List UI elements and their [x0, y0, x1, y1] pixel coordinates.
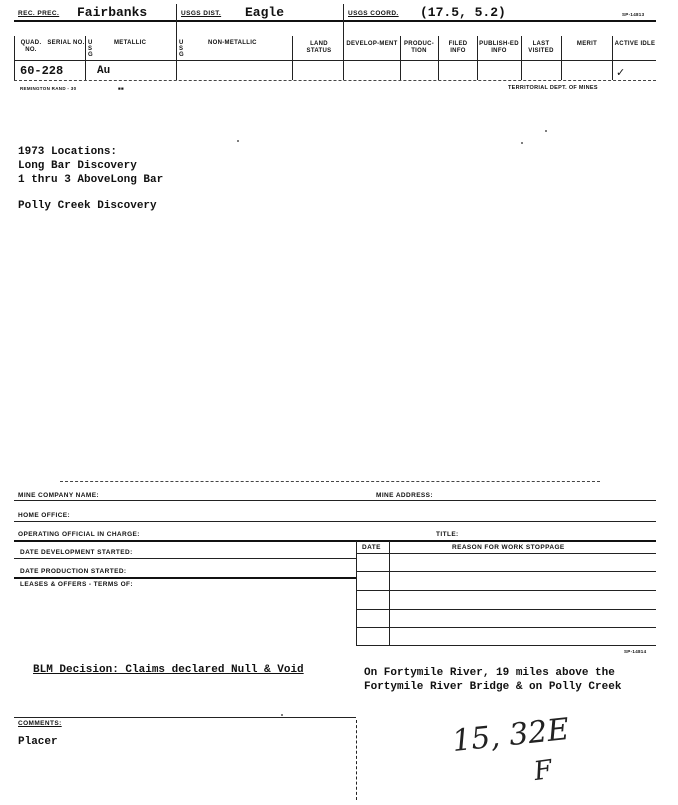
home-office-label: HOME OFFICE:	[18, 512, 71, 519]
speck	[237, 140, 239, 142]
rule-dev	[14, 558, 356, 559]
date-col-header: DATE	[362, 544, 381, 551]
handwritten-coordinate: 15, 32E	[450, 711, 571, 760]
col-serial-no: SERIAL NO.	[47, 40, 85, 46]
usgs-dist-label: USGS DIST.	[181, 10, 222, 17]
header-bottom-rule	[14, 80, 656, 81]
col-metallic: METALLIC	[114, 40, 147, 46]
rule-prod	[14, 577, 356, 579]
dev-started-label: DATE DEVELOPMENT STARTED:	[20, 549, 133, 556]
col-active-idle: ACTIVE IDLE	[614, 41, 656, 47]
prod-started-label: DATE PRODUCTION STARTED:	[20, 568, 127, 575]
active-checkmark-icon: ✓	[616, 66, 626, 79]
territorial-dept: TERRITORIAL DEPT. OF MINES	[508, 85, 598, 91]
stoppage-row-rule	[356, 571, 656, 572]
col-divider	[85, 36, 86, 80]
col-divider	[612, 36, 613, 80]
usgs-coord-label: USGS COORD.	[348, 10, 399, 17]
header-mid-rule	[14, 60, 656, 61]
reason-col-header: REASON FOR WORK STOPPAGE	[452, 544, 565, 551]
col-usg-metallic: U S G	[88, 40, 93, 58]
stoppage-row-rule	[356, 553, 656, 554]
speck	[521, 142, 523, 144]
col-quad-no: QUAD. NO.	[20, 40, 42, 53]
stoppage-left-border	[356, 541, 357, 646]
col-divider	[438, 36, 439, 80]
comments-value: Placer	[18, 736, 58, 748]
printer-mark-code: ■■	[118, 86, 125, 91]
speck	[545, 130, 547, 132]
stoppage-row-rule	[356, 609, 656, 610]
operating-official-label: OPERATING OFFICIAL IN CHARGE:	[18, 531, 140, 538]
stoppage-row-rule	[356, 645, 656, 646]
col-non-metallic: NON-METALLIC	[208, 40, 257, 46]
col-divider	[477, 36, 478, 80]
quad-serial-value: 60-228	[20, 64, 64, 78]
stoppage-row-rule	[356, 590, 656, 591]
header-top-rule	[14, 20, 656, 22]
stoppage-date-divider	[389, 541, 390, 646]
note-line-3: 1 thru 3 AboveLong Bar	[18, 174, 164, 186]
rule-comments	[14, 717, 356, 718]
col-divider	[176, 4, 177, 80]
comments-label: COMMENTS:	[18, 720, 62, 727]
col-development: DEVELOP-MENT	[346, 41, 398, 47]
col-divider	[292, 36, 293, 80]
form-number-bottom: SP-14814	[624, 649, 647, 654]
location-line-1: On Fortymile River, 19 miles above the	[364, 667, 615, 679]
location-line-2: Fortymile River Bridge & on Polly Creek	[364, 681, 622, 693]
title-label: TITLE:	[436, 531, 459, 538]
usgs-coord-value: (17.5, 5.2)	[420, 5, 506, 20]
col-divider	[561, 36, 562, 80]
stoppage-row-rule	[356, 627, 656, 628]
col-last-visited: LAST VISITED	[528, 41, 554, 54]
col-production: PRODUC-TION	[403, 41, 435, 54]
form-number-top: SP-14813	[622, 12, 645, 17]
usgs-dist-value: Eagle	[245, 5, 285, 20]
rule-official	[14, 540, 656, 542]
leases-label: LEASES & OFFERS - TERMS OF:	[20, 581, 133, 588]
col-published-info: PUBLISH-ED INFO	[479, 41, 519, 54]
blm-decision: BLM Decision: Claims declared Null & Void	[33, 664, 304, 676]
col-divider	[343, 4, 344, 80]
mine-company-label: MINE COMPANY NAME:	[18, 492, 99, 499]
rule-company	[14, 500, 656, 501]
col-divider	[521, 36, 522, 80]
rec-prec-label: REC. PREC.	[18, 10, 60, 17]
printer-mark: REMINGTON RAND - 30	[20, 86, 77, 91]
note-line-1: 1973 Locations:	[18, 146, 118, 158]
speck	[281, 714, 283, 716]
col-usg-nonmetallic: U S G	[179, 40, 184, 58]
mine-address-label: MINE ADDRESS:	[376, 492, 433, 499]
lower-top-dash	[60, 481, 600, 482]
col-land-status: LAND STATUS	[306, 41, 332, 54]
note-line-4: Polly Creek Discovery	[18, 200, 157, 212]
rec-prec-value: Fairbanks	[77, 5, 148, 20]
handwritten-letter: F	[532, 754, 555, 788]
col-filed-info: FILED INFO	[448, 41, 468, 54]
metallic-value: Au	[97, 65, 111, 77]
note-line-2: Long Bar Discovery	[18, 160, 137, 172]
rule-home-office	[14, 521, 656, 522]
col-merit: MERIT	[576, 41, 598, 47]
comments-divider	[356, 720, 357, 800]
